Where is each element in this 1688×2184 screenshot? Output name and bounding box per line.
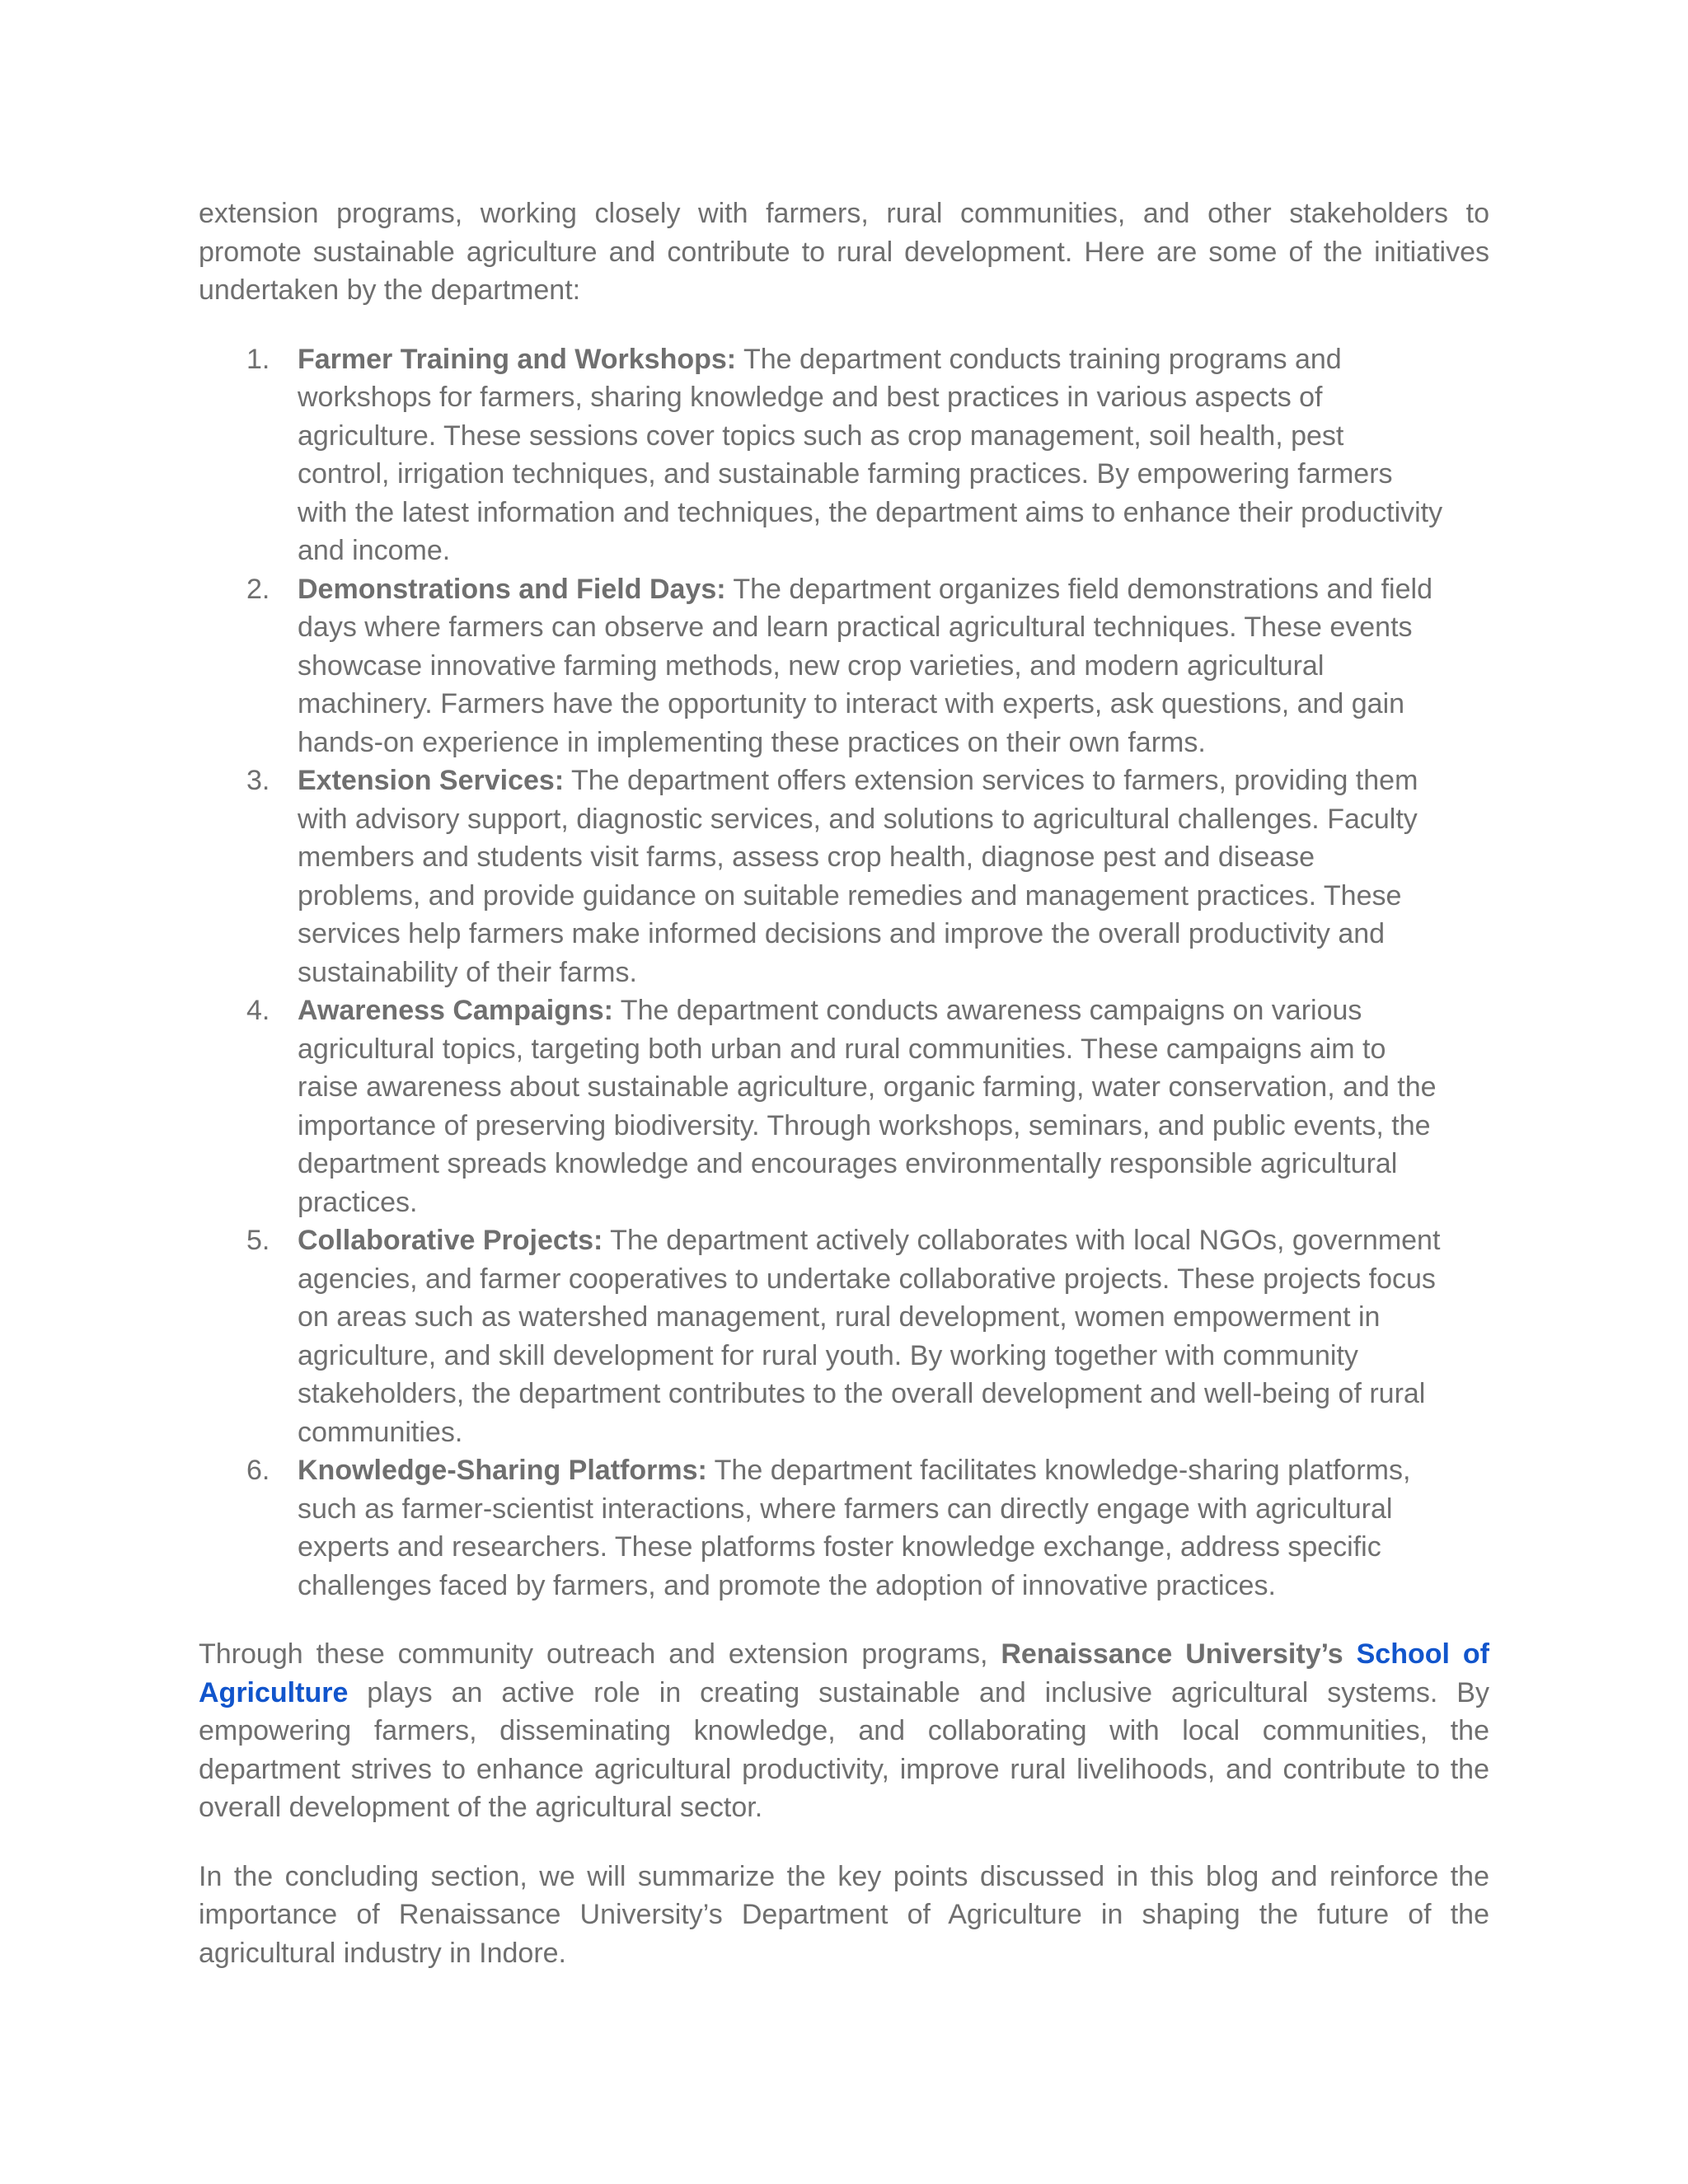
list-item-number: 5. <box>246 1225 270 1256</box>
list-item-term: Collaborative Projects: <box>298 1225 603 1256</box>
list-item-text: The department offers extension services to farmers, providing them with advisory support, diagnostic services, and solutions to agricultural challenges. Faculty members and students visit farms, assess crop health, diagnose pest and disease problems, and provide guidance on suitable remedies and management practices. These services help farmers make informed decisions and improve the overall productivity and sustainability of their farms. <box>298 765 1418 988</box>
list-item-term: Demonstrations and Field Days: <box>298 573 726 605</box>
list-item-term: Farmer Training and Workshops: <box>298 343 737 375</box>
school-of-agriculture-link[interactable]: School of Agriculture <box>199 1638 1489 1708</box>
list-item-term: Awareness Campaigns: <box>298 995 613 1026</box>
list-item-term: Knowledge-Sharing Platforms: <box>298 1455 707 1486</box>
list-item-text: The department conducts training programs and workshops for farmers, sharing knowledge and best practices in various aspects of agriculture. These sessions cover topics such as crop management, soil health, pest control, irrigation techniques, and sustainable farming practices. By empowering farmers with the latest information and techniques, the department aims to enhance their productivity and income. <box>298 343 1443 566</box>
list-item-text: The department organizes field demonstrations and field days where farmers can observe and learn practical agricultural techniques. These events showcase innovative farming methods, new crop varieties, and modern agricultural machinery. Farmers have the opportunity to interact with experts, ask questions, and gain hands-on experience in implementing these practices on their own farms. <box>298 573 1432 758</box>
document-page <box>199 194 1489 1972</box>
initiatives-list <box>199 340 1489 1605</box>
list-item-number: 3. <box>246 765 270 796</box>
summary-paragraph <box>199 1635 1489 1827</box>
list-item-term: Extension Services: <box>298 765 565 796</box>
list-item-number: 2. <box>246 573 270 605</box>
intro-paragraph: extension programs, working closely with farmers, rural communities, and other stakeholders to promote sustainable agriculture and contribute to rural development. Here are some of the initiatives undertaken by the department: <box>199 198 1489 306</box>
list-item <box>199 1221 1443 1451</box>
list-item-number: 4. <box>246 995 270 1026</box>
summary-text-end: plays an active role in creating sustainable and inclusive agricultural systems. By empowering farmers, disseminating knowledge, and collaborating with local communities, the department strives to enhance agricultural productivity, improve rural livelihoods, and contribute to the overall development of the agricultural sector. <box>199 1676 1489 1823</box>
list-item <box>199 570 1443 762</box>
list-item-text: The department facilitates knowledge-sharing platforms, such as farmer-scientist interactions, where farmers can directly engage with agricultural experts and researchers. These platforms foster knowledge exchange, address specific challenges faced by farmers, and promote the adoption of innovative practices. <box>298 1455 1411 1601</box>
list-item <box>199 762 1443 991</box>
list-item-number: 1. <box>246 343 270 375</box>
list-item-number: 6. <box>246 1455 270 1486</box>
summary-text-start: Through these community outreach and extension programs, <box>199 1638 1001 1670</box>
list-item-text: The department actively collaborates with local NGOs, government agencies, and farmer cooperatives to undertake collaborative projects. These projects focus on areas such as watershed management, rural development, women empowerment in agriculture, and skill development for rural youth. By working together with community stakeholders, the department contributes to the overall development and well-being of rural communities. <box>298 1225 1441 1448</box>
university-name: Renaissance University’s <box>1001 1638 1357 1670</box>
conclusion-paragraph: In the concluding section, we will summarize the key points discussed in this blog and reinforce the importance of Renaissance University’s Department of Agriculture in shaping the future of the agricultural industry in Indore. <box>199 1860 1489 1969</box>
list-item <box>199 991 1443 1221</box>
list-item <box>199 1451 1443 1605</box>
list-item <box>199 340 1443 570</box>
list-item-text: The department conducts awareness campaigns on various agricultural topics, targeting both urban and rural communities. These campaigns aim to raise awareness about sustainable agriculture, organic farming, water conservation, and the importance of preserving biodiversity. Through workshops, seminars, and public events, the department spreads knowledge and encourages environmentally responsible agricultural practices. <box>298 995 1437 1218</box>
